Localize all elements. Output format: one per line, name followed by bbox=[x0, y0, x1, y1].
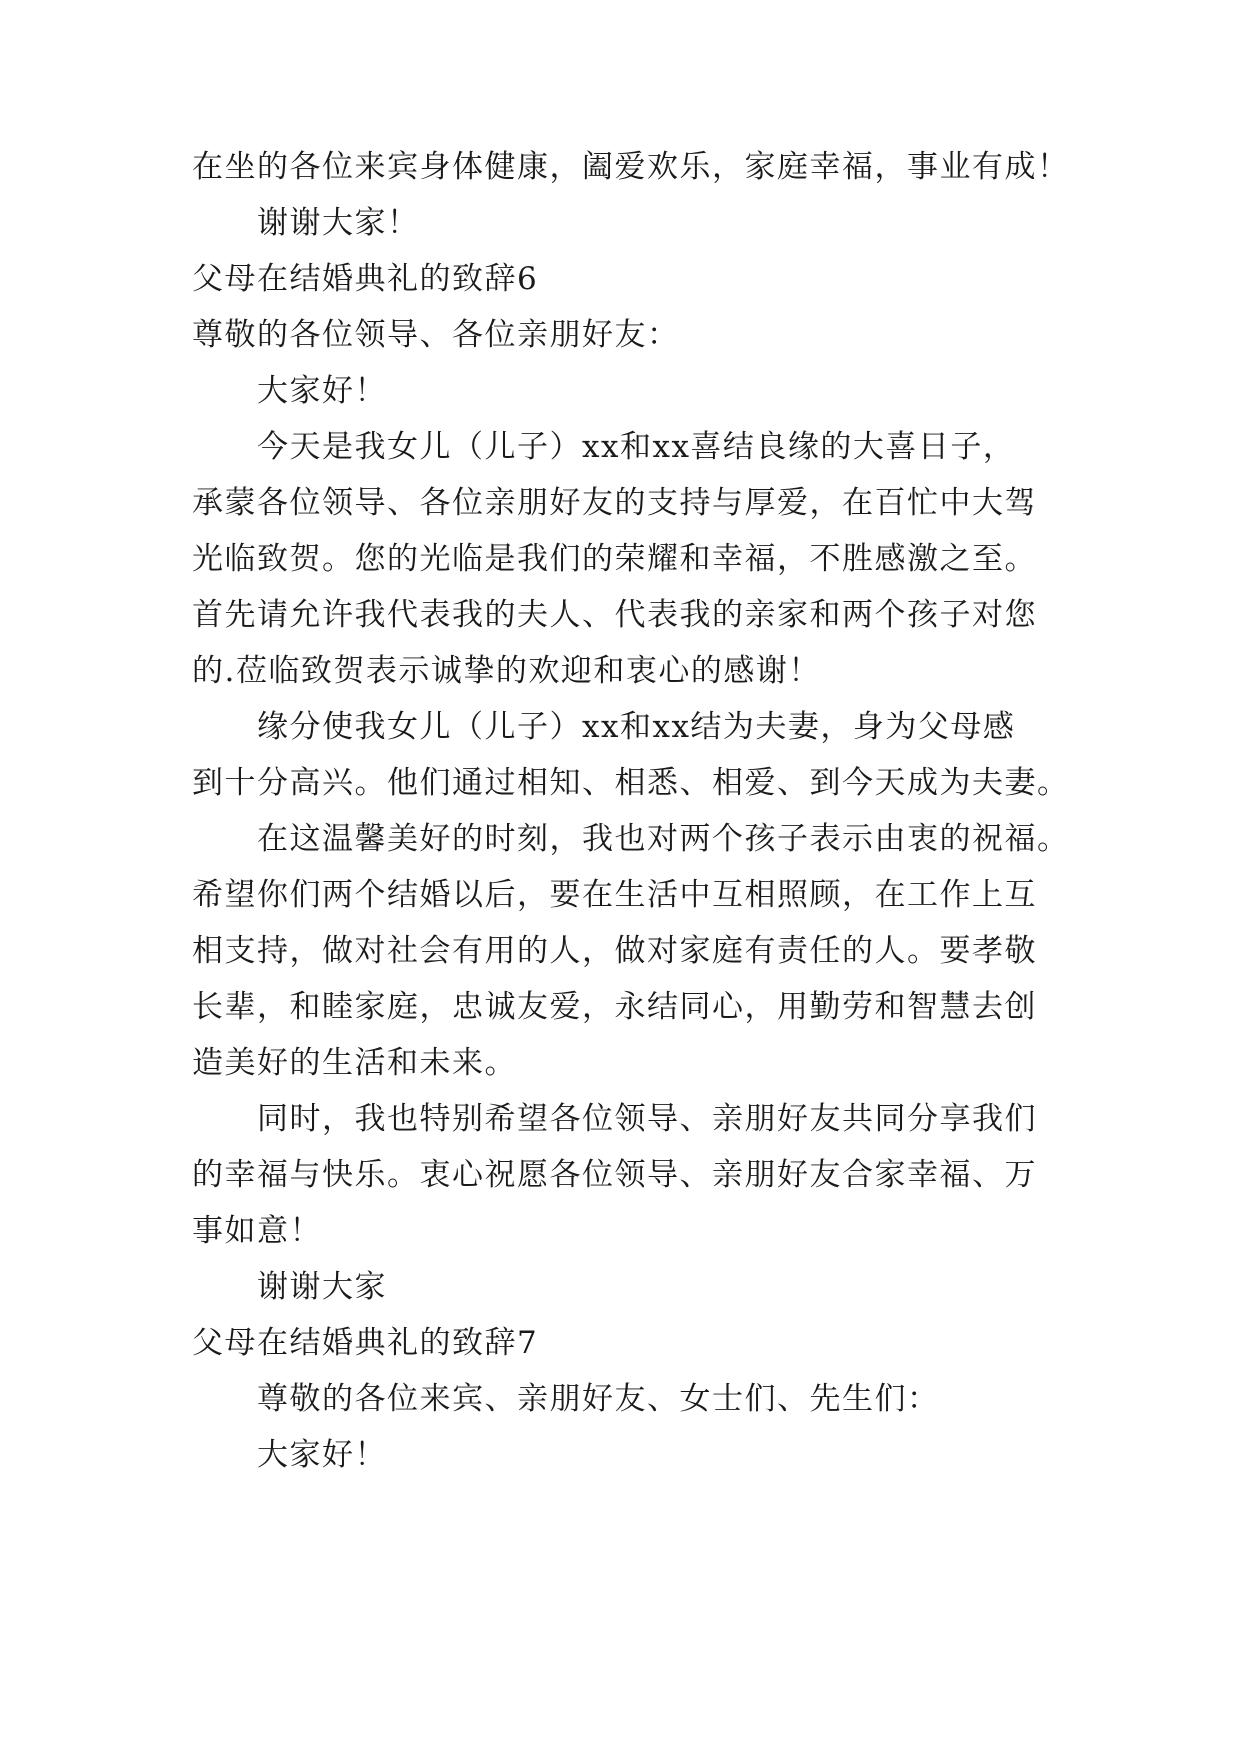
section-heading: 父母在结婚典礼的致辞6 bbox=[192, 261, 539, 297]
closing-line: 谢谢大家 bbox=[257, 1269, 387, 1305]
salutation-line: 尊敬的各位领导、各位亲朋好友： bbox=[192, 317, 680, 353]
paragraph-line: 光临致贺。您的光临是我们的荣耀和幸福，不胜感激之至。 bbox=[192, 541, 1037, 577]
paragraph-line: 相支持，做对社会有用的人，做对家庭有责任的人。要孝敬 bbox=[192, 933, 1037, 969]
paragraph-line: 承蒙各位领导、各位亲朋好友的支持与厚爱，在百忙中大驾 bbox=[192, 485, 1037, 521]
section-heading: 父母在结婚典礼的致辞7 bbox=[192, 1325, 539, 1361]
paragraph-line: 造美好的生活和未来。 bbox=[192, 1045, 517, 1081]
paragraph-line: 首先请允许我代表我的夫人、代表我的亲家和两个孩子对您 bbox=[192, 597, 1037, 633]
paragraph-line: 到十分高兴。他们通过相知、相悉、相爱、到今天成为夫妻。 bbox=[192, 765, 1070, 801]
paragraph-line: 谢谢大家！ bbox=[257, 205, 420, 241]
paragraph-line: 在这温馨美好的时刻，我也对两个孩子表示由衷的祝福。 bbox=[257, 821, 1070, 857]
paragraph-line: 同时，我也特别希望各位领导、亲朋好友共同分享我们 bbox=[257, 1101, 1037, 1137]
paragraph-line: 事如意！ bbox=[192, 1213, 322, 1249]
greeting-line: 大家好！ bbox=[257, 373, 387, 409]
greeting-line: 大家好！ bbox=[257, 1437, 387, 1473]
paragraph-line: 的幸福与快乐。衷心祝愿各位领导、亲朋好友合家幸福、万 bbox=[192, 1157, 1037, 1193]
salutation-line: 尊敬的各位来宾、亲朋好友、女士们、先生们： bbox=[257, 1381, 940, 1417]
paragraph-line: 的.莅临致贺表示诚挚的欢迎和衷心的感谢！ bbox=[192, 653, 821, 689]
paragraph-line: 缘分使我女儿（儿子）xx和xx结为夫妻，身为父母感 bbox=[257, 709, 1016, 745]
paragraph-line: 希望你们两个结婚以后，要在生活中互相照顾，在工作上互 bbox=[192, 877, 1037, 913]
paragraph-line: 长辈，和睦家庭，忠诚友爱，永结同心，用勤劳和智慧去创 bbox=[192, 989, 1037, 1025]
paragraph-line: 今天是我女儿（儿子）xx和xx喜结良缘的大喜日子， bbox=[257, 429, 1016, 465]
paragraph-line: 在坐的各位来宾身体健康，阖爱欢乐，家庭幸福，事业有成！ bbox=[192, 149, 1070, 185]
